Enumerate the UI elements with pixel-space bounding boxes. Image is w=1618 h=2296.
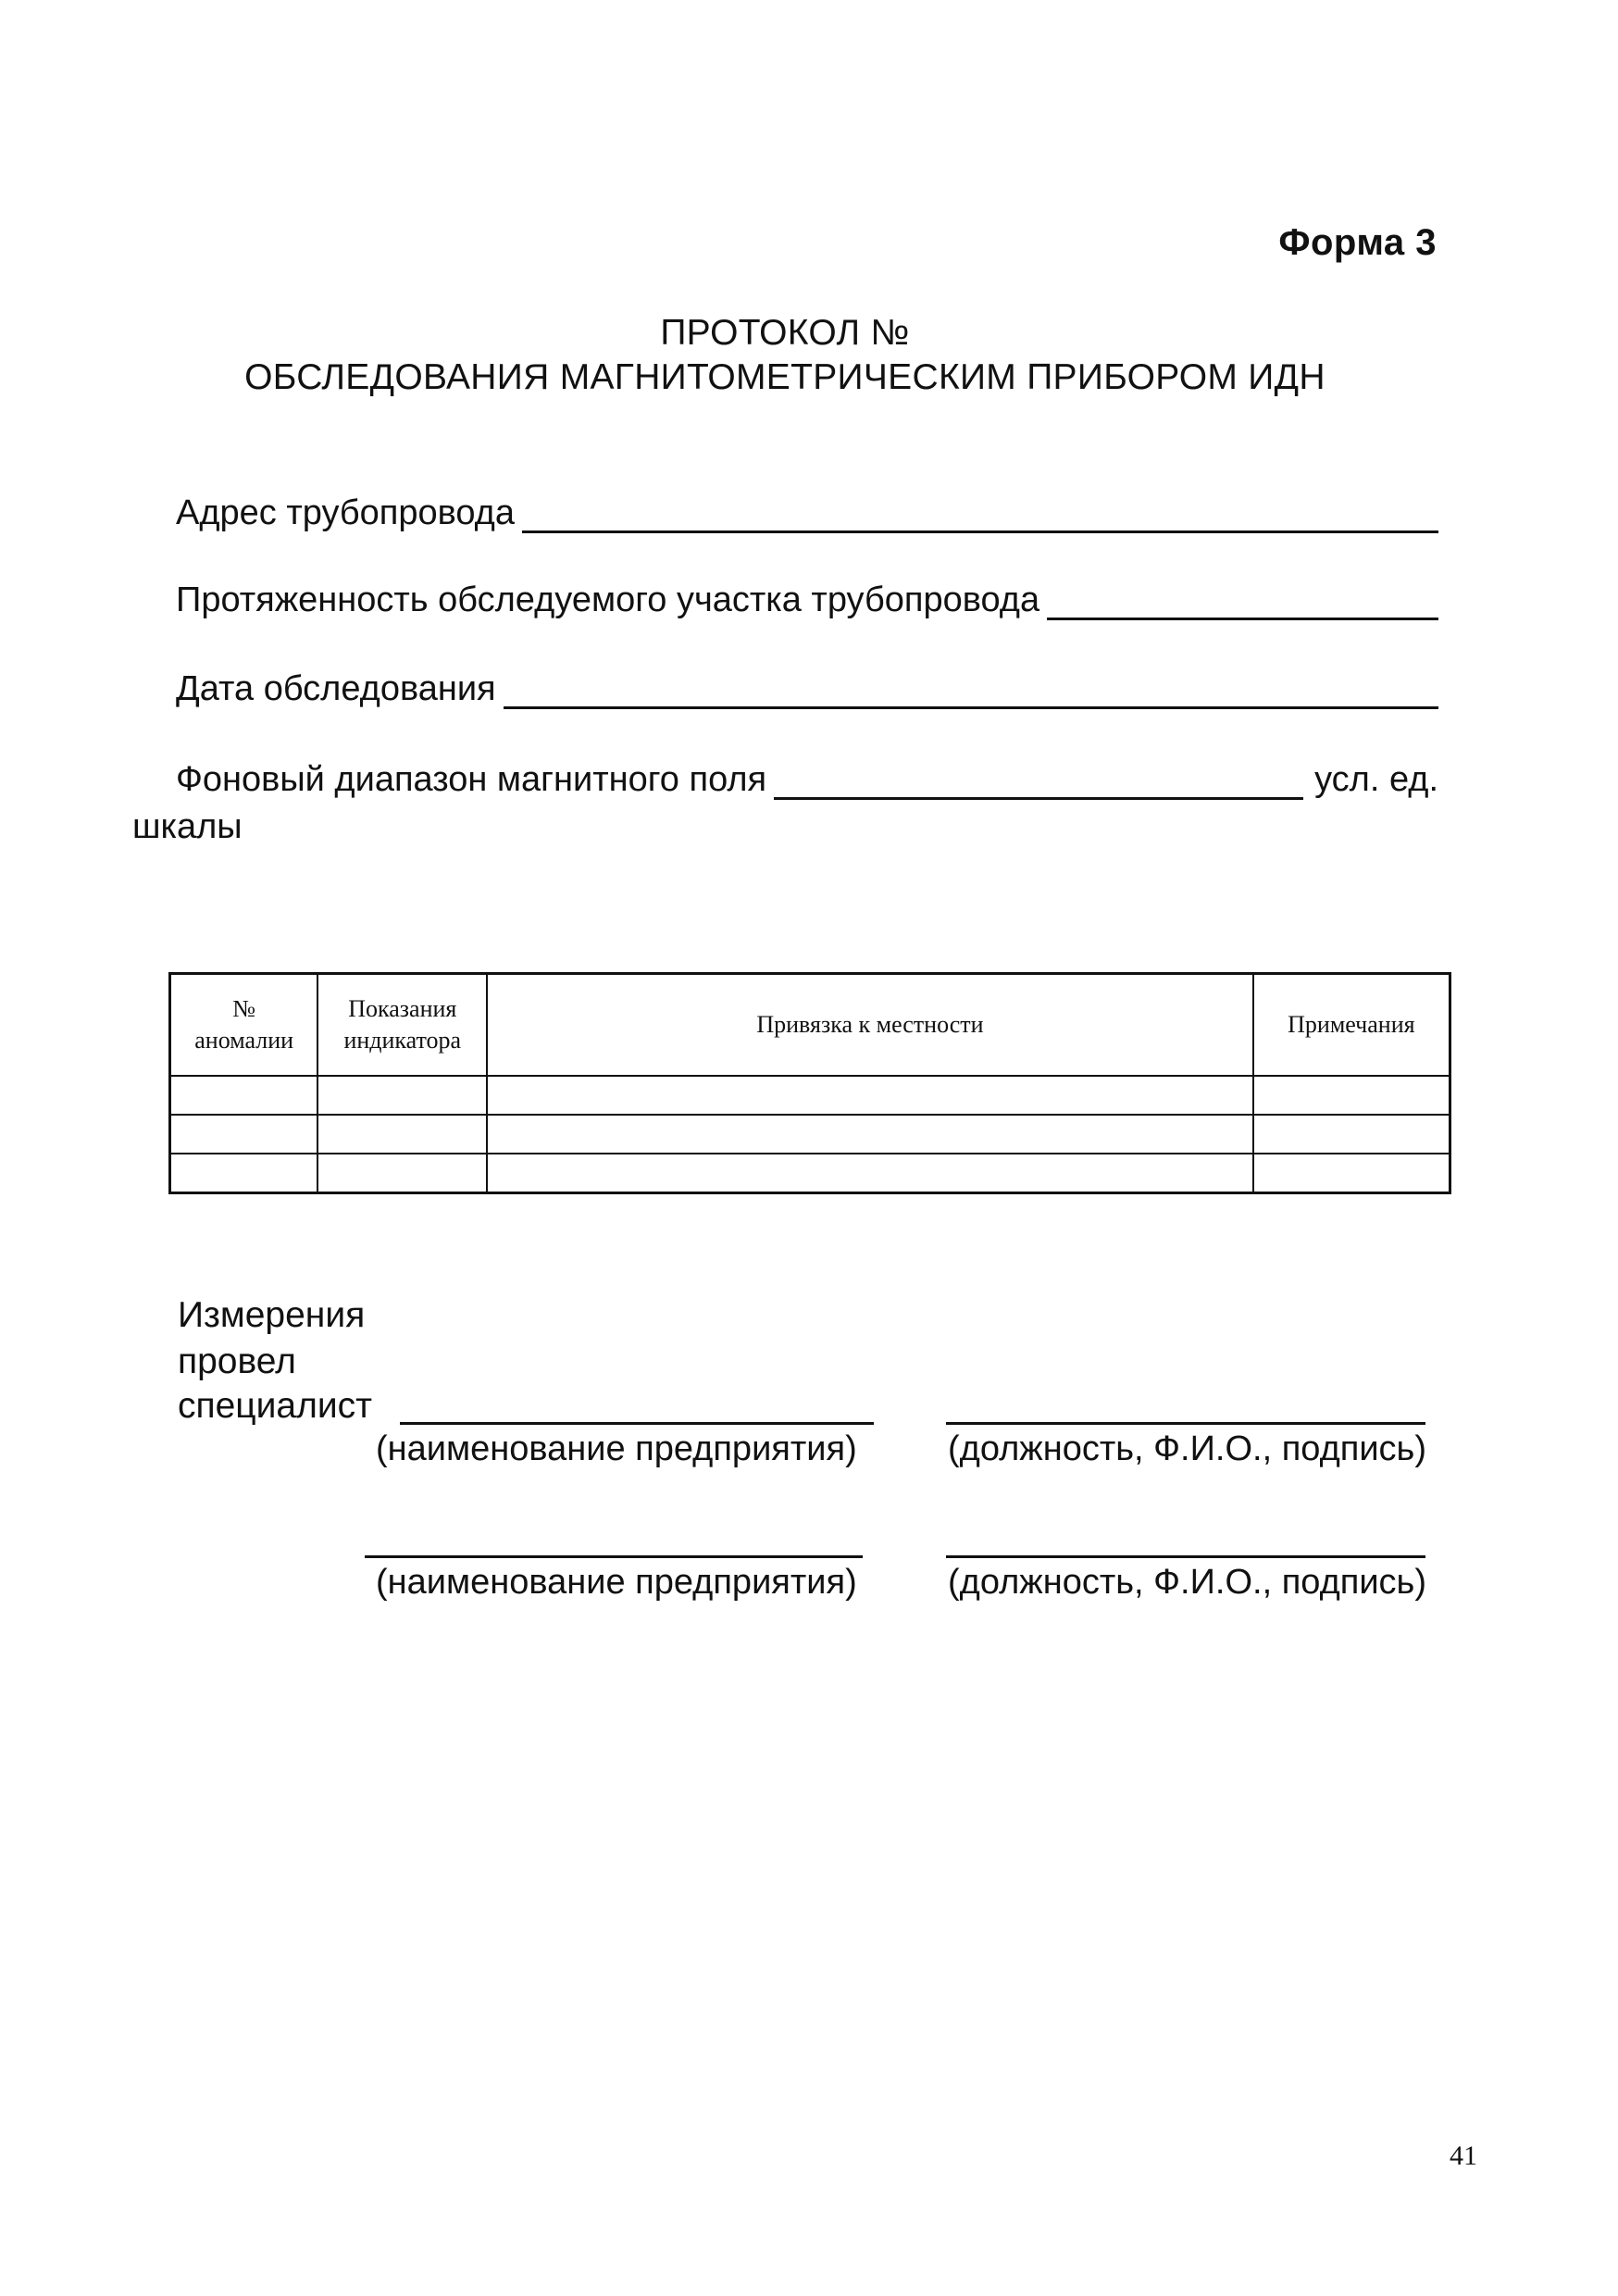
table-row [170,1154,1450,1193]
table-cell[interactable] [1253,1154,1450,1193]
col-header-location-reference [487,974,1253,1077]
table-cell[interactable] [170,1115,318,1154]
col-header-anomaly-number [170,974,318,1077]
pipeline-address-field [176,493,1438,533]
survey-date-blank[interactable] [504,671,1438,709]
survey-date-field [176,668,1438,709]
col-header-indicator-reading [317,974,487,1077]
table-cell[interactable] [170,1076,318,1115]
table-cell[interactable] [317,1115,487,1154]
table-cell[interactable] [317,1076,487,1115]
organization-signature-line-second[interactable] [365,1555,863,1558]
person-signature-line[interactable] [946,1422,1425,1425]
signature-label-line1: Измерения [178,1295,366,1335]
table-cell[interactable] [1253,1115,1450,1154]
page-number: 41 [1450,2140,1477,2171]
organization-caption-second: (наименование предприятия) [376,1563,857,1602]
table-cell[interactable] [317,1154,487,1193]
table-cell[interactable] [487,1076,1253,1115]
person-signature-line-second[interactable] [946,1555,1425,1558]
form-number-label: Форма 3 [1278,222,1437,263]
background-range-label: Фоновый диапазон магнитного поля [176,760,767,799]
pipeline-address-blank[interactable] [522,495,1438,533]
section-length-field [176,580,1438,620]
organization-signature-line[interactable] [400,1422,874,1425]
background-range-blank[interactable] [774,762,1303,800]
table-cell[interactable] [487,1154,1253,1193]
col-header-text: № [232,995,256,1022]
organization-caption: (наименование предприятия) [376,1429,857,1468]
table-cell[interactable] [170,1154,318,1193]
background-range-unit: усл. ед. [1314,760,1438,799]
col-header-text: индикатора [343,1027,462,1054]
protocol-title: ПРОТОКОЛ № [660,313,910,353]
person-caption-second: (должность, Ф.И.О., подпись) [948,1563,1427,1602]
table-row [170,1076,1450,1115]
anomaly-table [168,972,1451,1194]
table-header-row [170,974,1450,1077]
col-header-text: Примечания [1288,1011,1415,1038]
col-header-text: Показания [348,995,457,1022]
col-header-text: Привязка к местности [756,1011,984,1038]
table-cell[interactable] [487,1115,1253,1154]
col-header-text: аномалии [194,1027,294,1054]
section-length-blank[interactable] [1047,582,1438,620]
survey-date-label: Дата обследования [176,669,496,708]
table-cell[interactable] [1253,1076,1450,1115]
signature-label-line2: провел [178,1341,296,1381]
person-caption: (должность, Ф.И.О., подпись) [948,1429,1427,1468]
col-header-notes [1253,974,1450,1077]
table-row [170,1115,1450,1154]
pipeline-address-label: Адрес трубопровода [176,493,515,532]
section-length-label: Протяженность обследуемого участка трубопровода [176,580,1040,619]
background-range-unit-continuation: шкалы [132,807,243,846]
protocol-subtitle: ОБСЛЕДОВАНИЯ МАГНИТОМЕТРИЧЕСКИМ ПРИБОРОМ ИДН [244,357,1326,397]
signature-label-line3: специалист [178,1386,373,1426]
background-range-field [176,759,1438,800]
